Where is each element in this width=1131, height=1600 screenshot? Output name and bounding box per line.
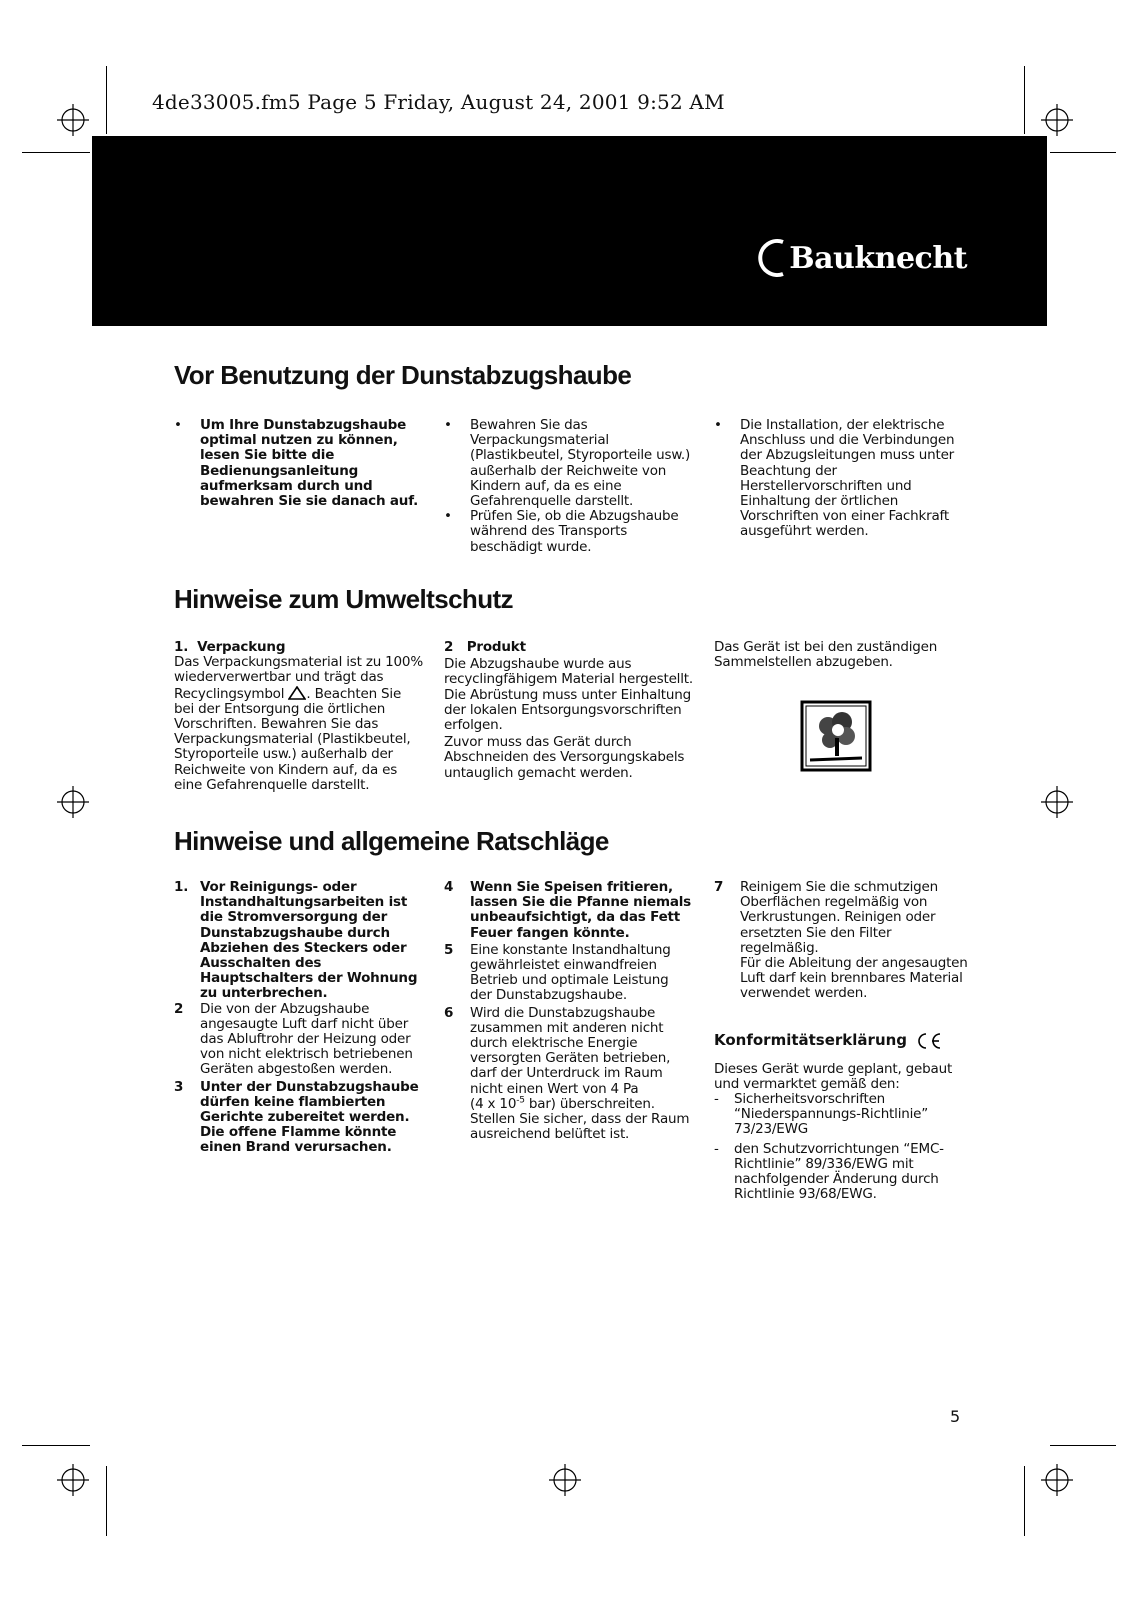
registration-mark-icon [549,1464,581,1496]
list-item-text: Die von der Abzugshaube angesaugte Luft darf nicht über das Abluftrohr der Heizung oder von nicht elektrisch betriebenen Geräten abgestoßen werden. [200,1000,413,1078]
list-item: • Prüfen Sie, ob die Abzugshaube während des Transports beschädigt wurde. [444,509,694,555]
section-title-before-use: Vor Benutzung der Dunstabzugshaube [174,360,632,390]
list-item-text: Um Ihre Dunstabzugshaube optimal nutzen zu können, lesen Sie bitte die Bedienungsanleitung aufmerksam durch und bewahren Sie sie danach auf. [200,417,419,510]
list-item-text: Vor Reinigungs- oder Instandhaltungsarbeiten ist die Stromversorgung der Dunstabzugshaube durch Abziehen des Steckers oder Ausschalten des Hauptschalters der Wohnung zu unterbrechen. [200,879,418,1002]
product-text-1: Die Abzugshaube wurde aus recyclingfähigem Material hergestellt. Die Abrüstung muss unter Einhaltung der lokalen Entsorgungsvorschriften erfolgen. [444,656,693,734]
list-item-text: Sicherheitsvorschriften “Niederspannungs-Richtlinie” 73/23/EWG [734,1091,929,1138]
packaging-text [174,655,424,793]
cleaning-text: Reinigem Sie die schmutzigen Oberflächen regelmäßig von Verkrustungen. Reinigen oder ersetzten Sie den Filter regelmäßig. [740,879,938,956]
list-item [444,943,694,1004]
pressure-text-b: (4 x 10 [470,1095,517,1112]
registration-mark-icon [1041,104,1073,136]
subheading-product: 2 Produkt [444,639,526,655]
item-number: 5 [444,941,454,958]
brand-logo-text: Bauknecht [789,240,967,276]
disposal-text: Das Gerät ist bei den zuständigen Sammelstellen abzugeben. [714,639,938,671]
registration-mark-icon [57,1464,89,1496]
section2-col3 [714,640,969,670]
recycling-symbol-icon [288,686,306,700]
conformity-title: Konformitätserklärung [714,1031,908,1050]
list-item [714,880,969,1002]
list-item [174,880,424,1002]
conformity-heading [714,1032,969,1050]
list-item: - Sicherheitsvorschriften “Niederspannungs-Richtlinie” 73/23/EWG [714,1092,969,1138]
list-item: • Die Installation, der elektrische Anschluss und die Verbindungen der Abzugsleitungen muss unter Beachtung der Herstellervorschriften und Einhaltung der örtlichen Vorschriften von einer Fachkraft ausgeführt werden. [714,418,969,540]
pressure-text-c: bar) überschreiten. Stellen Sie sicher, dass der Raum ausreichend belüftet ist. [470,1095,690,1143]
section1-col2 [444,418,694,555]
brand-logo [757,236,967,280]
crop-mark [1050,1445,1116,1446]
crop-mark [1024,1466,1025,1536]
list-item: • Bewahren Sie das Verpackungsmaterial (Plastikbeutel, Styroporteile usw.) außerhalb der Reichweite von Kindern auf, da es eine Gefahrenquelle darstellt. [444,418,694,509]
tree-environment-icon [800,700,872,772]
pressure-exponent: -5 [516,1095,525,1106]
section3-col1 [174,880,424,1156]
list-item-text: Bewahren Sie das Verpackungsmaterial (Plastikbeutel, Styroporteile usw.) außerhalb der Reichweite von Kindern auf, da es eine Gefahrenquelle darstellt. [470,417,691,510]
list-item [444,1006,694,1143]
section2-col2 [444,640,694,781]
ce-mark-icon [915,1032,943,1050]
section1-col3 [714,418,969,540]
list-item: - den Schutzvorrichtungen “EMC-Richtlinie” 89/336/EWG mit nachfolgender Änderung durch Richtlinie 93/68/EWG. [714,1142,969,1203]
registration-mark-icon [1041,1464,1073,1496]
pressure-text-a: Wird die Dunstabzugshaube zusammen mit anderen nicht durch elektrische Energie versorgten Geräten betrieben, darf der Unterdruck im Raum nicht einen Wert von 4 Pa [470,1004,671,1097]
crop-mark [106,1466,107,1536]
item-number: 3 [174,1078,184,1095]
list-item-text: Prüfen Sie, ob die Abzugshaube während des Transports beschädigt wurde. [470,508,679,555]
subheading-packaging: 1. Verpackung [174,639,286,655]
list-item [444,880,694,941]
list-item [174,1080,424,1156]
item-number: 2 [174,1000,184,1017]
list-item: • Um Ihre Dunstabzugshaube optimal nutzen zu können, lesen Sie bitte die Bedienungsanleitung aufmerksam durch und bewahren Sie sie danach auf. [174,418,424,509]
section2-col1 [174,640,424,793]
section3-col3 [714,880,969,1202]
list-item [174,1002,424,1078]
crop-mark [1050,152,1116,153]
bauknecht-logo-icon [757,238,787,278]
section-title-environment: Hinweise zum Umweltschutz [174,584,513,614]
crop-mark [22,1445,90,1446]
registration-mark-icon [57,104,89,136]
packaging-text-a: Das Verpackungsmaterial ist zu 100% wiederverwertbar und trägt das Recyclingsymbol [174,654,423,702]
exhaust-text: Für die Ableitung der angesaugten Luft darf kein brennbares Material verwendet werden. [740,955,968,1002]
registration-mark-icon [57,786,89,818]
list-item-text [470,1006,694,1143]
item-number: 7 [714,879,724,895]
list-item-text: Wenn Sie Speisen fritieren, lassen Sie die Pfanne niemals unbeaufsichtigt, da das Fett Feuer fangen könnte. [470,879,692,941]
section-title-general-advice: Hinweise und allgemeine Ratschläge [174,826,609,856]
crop-mark [1024,66,1025,134]
list-item-text: Die Installation, der elektrische Anschluss und die Verbindungen der Abzugsleitungen muss unter Beachtung der Herstellervorschriften und Einhaltung der örtlichen Vorschriften von einer Fachkraft ausgeführt werden. [740,417,955,540]
registration-mark-icon [1041,786,1073,818]
list-item-text [740,880,969,1002]
list-item-text: Unter der Dunstabzugshaube dürfen keine flambierten Gerichte zubereitet werden. Die offene Flamme könnte einen Brand verursachen. [200,1078,419,1156]
packaging-text-b: . Beachten Sie bei der Entsorgung die örtlichen Vorschriften. Bewahren Sie das Verpackungsmaterial (Plastikbeutel, Styroporteile usw.) außerhalb der Reichweite von Kindern auf, da es eine Gefahrenquelle darstellt. [174,685,411,793]
brand-banner [92,136,1047,326]
print-header: 4de33005.fm5 Page 5 Friday, August 24, 2001 9:52 AM [152,90,725,114]
product-text-2: Zuvor muss das Gerät durch Abschneiden des Versorgungskabels untauglich gemacht werden. [444,734,685,781]
section1-col1 [174,418,424,509]
item-number: 6 [444,1004,454,1021]
conformity-intro: Dieses Gerät wurde geplant, gebaut und vermarktet gemäß den: [714,1060,953,1092]
crop-mark [22,152,90,153]
section3-col2 [444,880,694,1142]
list-item-text: den Schutzvorrichtungen “EMC-Richtlinie” 89/336/EWG mit nachfolgender Änderung durch Richtlinie 93/68/EWG. [734,1140,944,1203]
list-item-text: Eine konstante Instandhaltung gewährleistet einwandfreien Betrieb und optimale Leistung der Dunstabzugshaube. [470,941,671,1004]
page-number: 5 [950,1407,961,1426]
item-number: 1. [174,879,189,895]
crop-mark [106,66,107,134]
item-number: 4 [444,879,454,895]
